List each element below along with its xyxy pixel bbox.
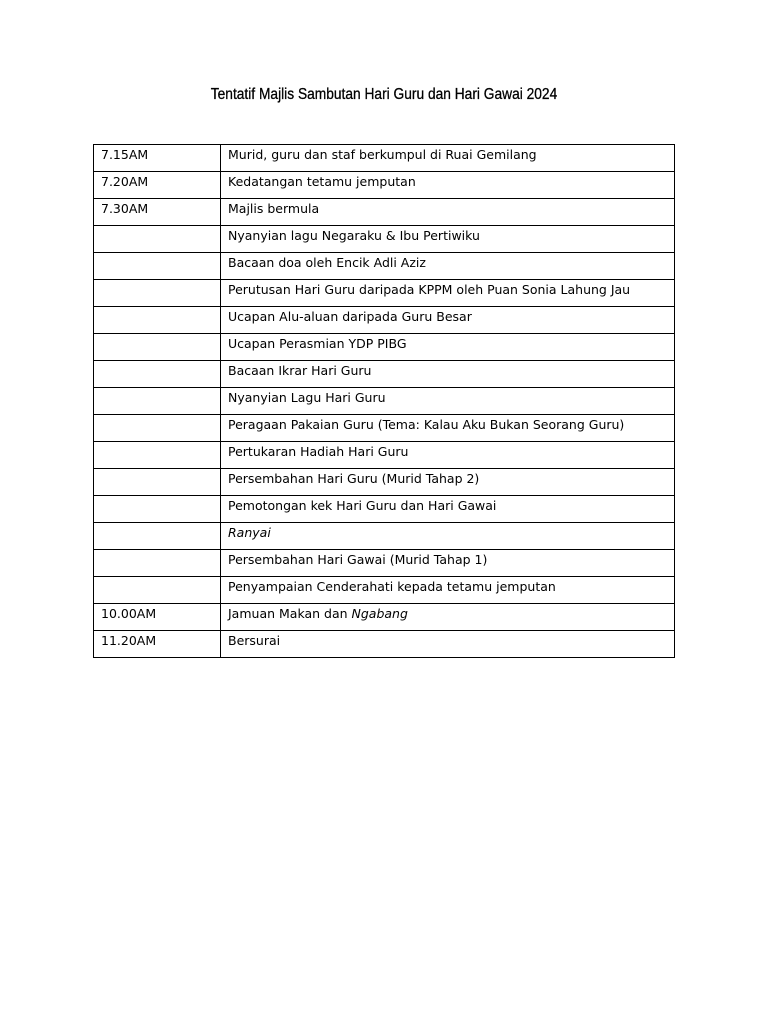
time-cell [94,496,221,523]
time-cell [94,280,221,307]
activity-cell: Ranyai [221,523,675,550]
activity-cell: Penyampaian Cenderahati kepada tetamu jemputan [221,577,675,604]
activity-cell: Persembahan Hari Guru (Murid Tahap 2) [221,469,675,496]
activity-cell: Bacaan Ikrar Hari Guru [221,361,675,388]
time-cell [94,361,221,388]
time-cell: 7.20AM [94,172,221,199]
activity-cell: Pertukaran Hadiah Hari Guru [221,442,675,469]
time-cell [94,253,221,280]
schedule-table [93,144,675,658]
time-cell [94,415,221,442]
activity-cell: Nyanyian Lagu Hari Guru [221,388,675,415]
time-cell [94,442,221,469]
time-cell [94,550,221,577]
activity-cell: Pemotongan kek Hari Guru dan Hari Gawai [221,496,675,523]
activity-cell: Kedatangan tetamu jemputan [221,172,675,199]
table-row [94,172,675,199]
time-cell [94,307,221,334]
table-row [94,631,675,658]
table-row [94,226,675,253]
time-cell [94,226,221,253]
activity-cell: Ucapan Alu-aluan daripada Guru Besar [221,307,675,334]
table-row [94,415,675,442]
activity-cell: Murid, guru dan staf berkumpul di Ruai Gemilang [221,145,675,172]
activity-cell: Ucapan Perasmian YDP PIBG [221,334,675,361]
activity-italic-text: Ngabang [351,606,408,621]
table-row [94,388,675,415]
table-row [94,469,675,496]
table-row [94,307,675,334]
activity-text: Jamuan Makan dan [228,606,352,621]
document-title: Tentatif Majlis Sambutan Hari Guru dan Hari Gawai 2024 [210,86,558,103]
activity-cell [221,604,675,631]
time-cell: 10.00AM [94,604,221,631]
table-row [94,280,675,307]
time-cell [94,523,221,550]
time-cell [94,577,221,604]
time-cell: 7.30AM [94,199,221,226]
time-cell: 11.20AM [94,631,221,658]
table-row [94,523,675,550]
activity-cell: Majlis bermula [221,199,675,226]
table-row [94,496,675,523]
table-row [94,604,675,631]
time-cell: 7.15AM [94,145,221,172]
time-cell [94,334,221,361]
table-row [94,550,675,577]
activity-cell: Bacaan doa oleh Encik Adli Aziz [221,253,675,280]
activity-cell: Bersurai [221,631,675,658]
table-row [94,442,675,469]
time-cell [94,388,221,415]
table-row [94,334,675,361]
activity-cell: Peragaan Pakaian Guru (Tema: Kalau Aku Bukan Seorang Guru) [221,415,675,442]
time-cell [94,469,221,496]
activity-cell: Nyanyian lagu Negaraku & Ibu Pertiwiku [221,226,675,253]
table-row [94,253,675,280]
table-row [94,577,675,604]
activity-cell: Persembahan Hari Gawai (Murid Tahap 1) [221,550,675,577]
activity-cell: Perutusan Hari Guru daripada KPPM oleh Puan Sonia Lahung Jau [221,280,675,307]
table-row [94,199,675,226]
table-row [94,361,675,388]
table-row [94,145,675,172]
